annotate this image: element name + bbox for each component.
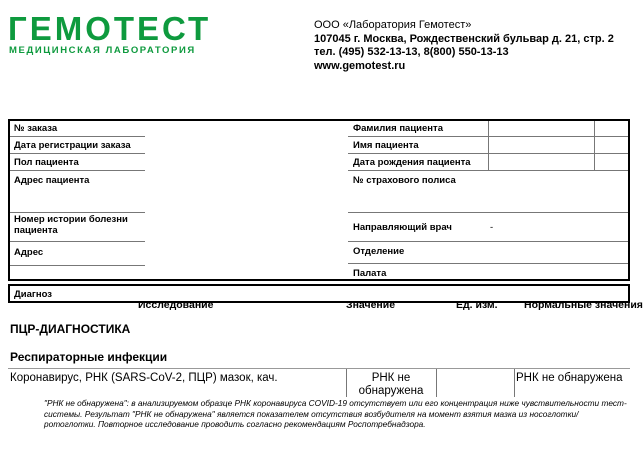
doctor-label: Направляющий врач [353, 222, 452, 233]
result-note: "РНК не обнаружена": в анализируемом образце РНК коронавируса COVID-19 отсутствует или его концентрация ниже чувствительности тест-системы. Результат "РНК не обнаружена" является показателем отсутствия возбудителя на момент взятия мазка из носоглотки/ротоглотки. Повторное исследование проводить согласно рекомендациям Роспотребнадзора. [44, 398, 627, 429]
department-label: Отделение [353, 246, 405, 257]
policy-label: № страхового полиса [353, 175, 456, 186]
ward-label: Палата [353, 268, 387, 279]
sex-label: Пол пациента [14, 157, 79, 168]
lab-site[interactable]: www.gemotest.ru [314, 59, 406, 72]
logo-title: ГЕМОТЕСТ [8, 10, 212, 47]
address-label: Адрес пациента [14, 175, 90, 186]
reg-date-label: Дата регистрации заказа [14, 140, 131, 151]
surname-label: Фамилия пациента [353, 123, 443, 134]
results-column-header [8, 299, 643, 313]
patient-info-box [8, 119, 630, 281]
section-subtitle: Респираторные инфекции [10, 350, 168, 364]
doctor-value: - [490, 222, 494, 233]
section-title: ПЦР-ДИАГНОСТИКА [10, 322, 131, 336]
birthdate-label: Дата рождения пациента [353, 157, 471, 168]
lab-name: ООО «Лаборатория Гемотест» [314, 19, 472, 31]
column-value: Значение [346, 299, 396, 311]
result-row [8, 368, 630, 397]
lab-phone: тел. (495) 532-13-13, 8(800) 550-13-13 [314, 46, 509, 58]
name-label: Имя пациента [353, 140, 419, 151]
column-study: Исследование [138, 299, 214, 311]
column-units: Ед. изм. [456, 299, 498, 311]
diagnosis-label: Диагноз [14, 289, 52, 300]
order-no-label: № заказа [14, 123, 58, 134]
result-test-name: Коронавирус, РНК (SARS-CoV-2, ПЦР) мазок, кач. [10, 372, 278, 384]
logo-subtitle: МЕДИЦИНСКАЯ ЛАБОРАТОРИЯ [9, 45, 196, 56]
column-reference: Нормальные значения [524, 299, 643, 311]
addr-label: Адрес [14, 247, 44, 258]
result-reference: РНК не обнаружена [516, 372, 623, 384]
result-value: РНК не обнаружена [358, 372, 424, 397]
history-no-label: Номер истории болезни пациента [14, 214, 128, 236]
lab-address: 107045 г. Москва, Рождественский бульвар д. 21, стр. 2 [314, 32, 614, 45]
lab-contact-block [314, 19, 614, 73]
